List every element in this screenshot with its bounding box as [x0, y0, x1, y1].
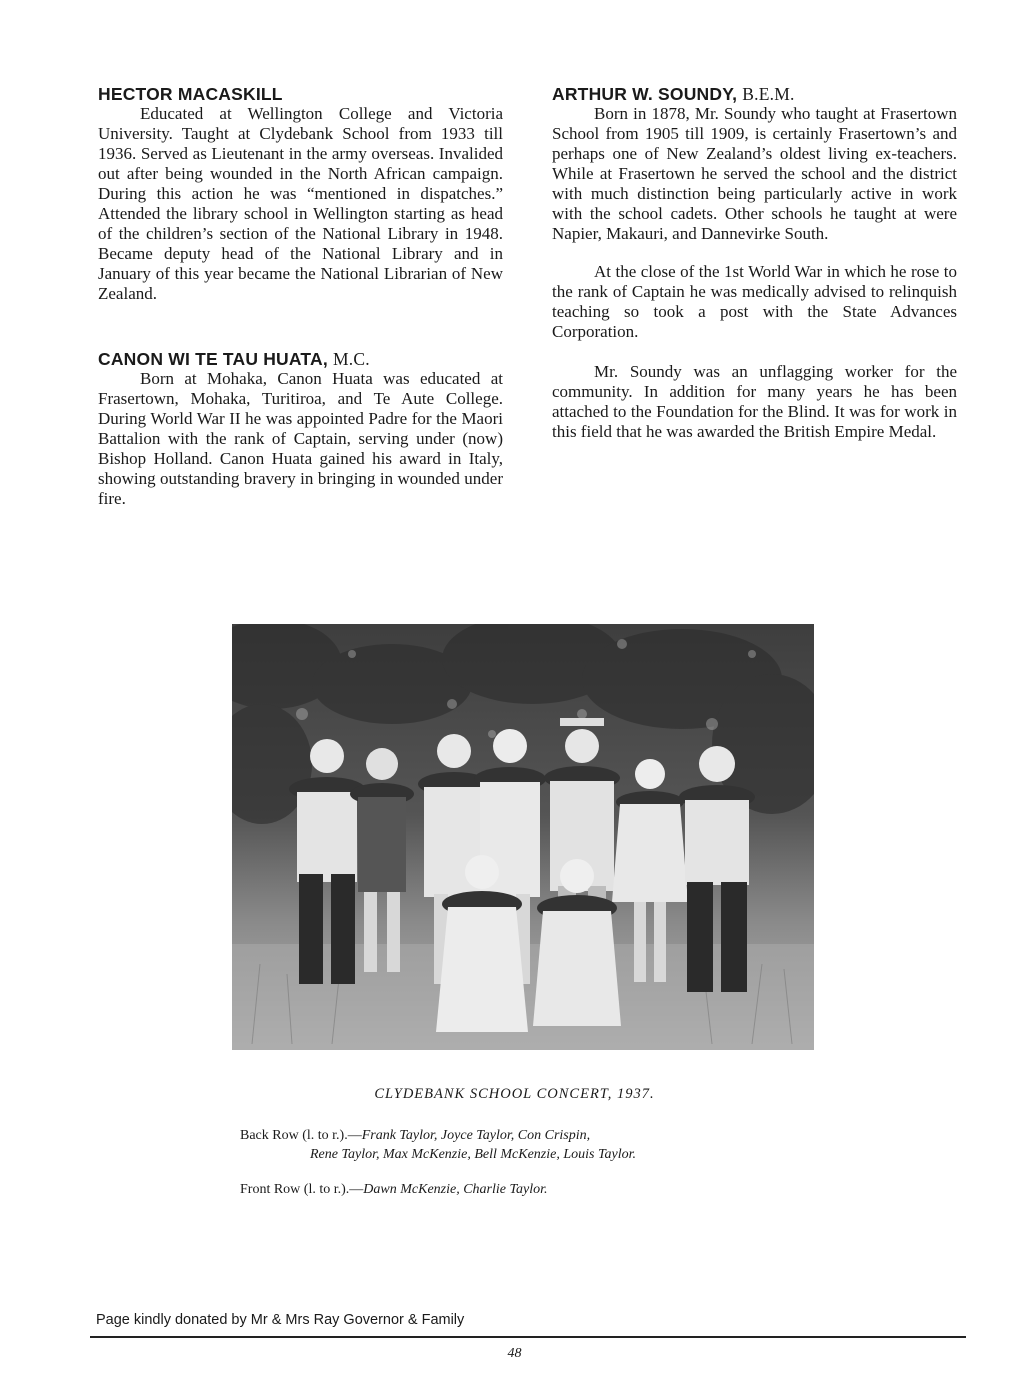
soundy-para-1: Born in 1878, Mr. Soundy who taught at Frasertown School from 1905 till 1909, is certainly Frasertown’s and perhaps one of New Zealand’s oldest living ex-teachers. While at Frasertown he served the school and the district with much distinction being particularly active in work with the school cadets. Other schools he taught at were Napier, Makauri, and Dannevirke South. [552, 104, 957, 243]
footer-rule [90, 1336, 966, 1338]
caption-back-row-names-1: Frank Taylor, Joyce Taylor, Con Crispin, [361, 1128, 591, 1143]
left-column [98, 84, 503, 509]
macaskill-heading: HECTOR MACASKILL [98, 84, 283, 104]
huata-section [98, 349, 503, 509]
soundy-heading [552, 84, 957, 104]
soundy-para-2: At the close of the 1st World War in which he rose to the rank of Captain he was medically advised to relinquish teaching so took a post with the State Advances Corporation. [552, 262, 957, 341]
caption-back-row [240, 1126, 636, 1145]
soundy-heading-name: ARTHUR W. SOUNDY, [552, 84, 738, 104]
photo-caption [240, 1126, 636, 1199]
macaskill-body: Educated at Wellington College and Victoria University. Taught at Clydebank School from 1933 till 1936. Served as Lieutenant in the army overseas. Invalided out after being wounded in the North African campaign. During this action he was “mentioned in dispatches.” Attended the library school in Wellington starting as head of the children’s section of the National Library in 1948. Became deputy head of the National Library and in January of this year became the National Librarian of New Zealand. [98, 104, 503, 303]
right-column [552, 84, 957, 442]
soundy-heading-suffix: B.E.M. [742, 84, 795, 104]
soundy-section [552, 84, 957, 442]
huata-body: Born at Mohaka, Canon Huata was educated at Frasertown, Mohaka, Turitiroa, and Te Aute College. During World War II he was appointed Padre for the Maori Battalion with the rank of Captain, serving under (now) Bishop Holland. Canon Huata gained his award in Italy, showing outstanding bravery in bringing in wounded under fire. [98, 369, 503, 508]
macaskill-section [98, 84, 503, 304]
donation-note: Page kindly donated by Mr & Mrs Ray Governor & Family [96, 1312, 465, 1328]
caption-front-row [240, 1180, 636, 1199]
caption-back-row-names-2: Rene Taylor, Max McKenzie, Bell McKenzie, Louis Taylor. [310, 1147, 636, 1162]
huata-heading [98, 349, 503, 369]
page-number: 48 [507, 1346, 522, 1361]
concert-photograph [232, 624, 814, 1050]
photo-caption-title: CLYDEBANK SCHOOL CONCERT, 1937. [374, 1086, 655, 1102]
huata-heading-name: CANON WI TE TAU HUATA, [98, 349, 328, 369]
soundy-para-3: Mr. Soundy was an unflagging worker for the community. In addition for many years he has been attached to the Foundation for the Blind. It was for work in this field that he was awarded the British Empire Medal. [552, 362, 957, 441]
huata-heading-suffix: M.C. [333, 349, 370, 369]
caption-front-row-label: Front Row (l. to r.).— [240, 1182, 364, 1197]
caption-front-row-names: Dawn McKenzie, Charlie Taylor. [363, 1182, 548, 1197]
photo-illustration [232, 624, 814, 1050]
caption-back-row-label: Back Row (l. to r.).— [240, 1128, 362, 1143]
